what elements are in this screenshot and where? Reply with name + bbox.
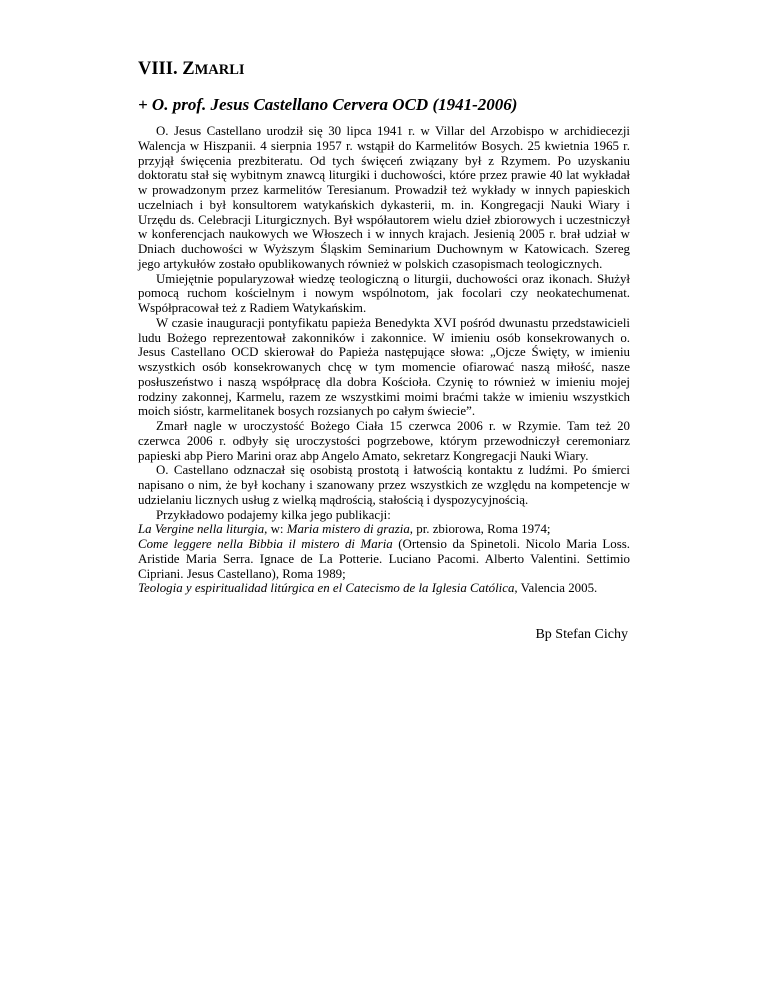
- paragraph: Umiejętnie popularyzował wiedzę teologiczną o liturgii, duchowości oraz ikonach. Służył pomocą ruchom kościelnym i nowym wspólnotom, jak focolari czy neokatechumenat. Współpracował też z Radiem Watykańskim.: [138, 271, 630, 315]
- section-heading: VIII. ZMARLI: [138, 59, 245, 79]
- paragraph: Przykładowo podajemy kilka jego publikacji:: [156, 507, 391, 522]
- paragraph: W czasie inauguracji pontyfikatu papieża Benedykta XVI pośród dwunastu przedstawicieli ludu Bożego reprezentował zakonników i zakonnice. W imieniu osób konsekrowanych o. Jesus Castellano OCD skierował do Papieża następujące słowa: „Ojcze Święty, w imieniu wszystkich osób konsekrowanych chcę w tym momencie ofiarować naszą miłość, nasze posłuszeństwo i naszą współpracę dla dobra Kościoła. Czynię to również w imieniu mojej rodziny zakonnej, Karmelu, razem ze wszystkimi moimi braćmi także w imieniu wszystkich moich sióstr, karmelitanek bosych rozsianych po całym świecie”.: [138, 315, 630, 419]
- publication-entry: La Vergine nella liturgia, w: Maria mistero di grazia, pr. zbiorowa, Roma 1974;: [138, 522, 551, 537]
- publication-entry: Teologia y espiritualidad litúrgica en el Catecismo de la Iglesia Católica, Valencia 2005.: [138, 581, 598, 596]
- publication-entry: Come leggere nella Bibbia il mistero di Maria (Ortensio da Spinetoli. Nicolo Maria Loss. Aristide Maria Serra. Ignace de La Potterie. Luciano Pacomi. Alberto Valentini. Settimio Cipriani. Jesus Castellano), Roma 1989;: [138, 537, 630, 581]
- paragraph: O. Castellano odznaczał się osobistą prostotą i łatwością kontaktu z ludźmi. Po śmierci napisano o nim, że był kochany i szanowany przez wszystkich ze względu na kompetencje w udzielaniu licznych usług z wielką mądrością, stałością i dyspozycyjnością.: [138, 463, 630, 507]
- obituary-body: [138, 124, 630, 596]
- document-page: [138, 58, 630, 643]
- obituary-title: + O. prof. Jesus Castellano Cervera OCD (1941-2006): [138, 95, 518, 114]
- paragraph: Zmarł nagle w uroczystość Bożego Ciała 15 czerwca 2006 r. w Rzymie. Tam też 20 czerwca 2006 r. odbyły się uroczystości pogrzebowe, którym przewodniczył ceremoniarz papieski abp Piero Marini oraz abp Angelo Amato, sekretarz Kongregacji Nauki Wiary.: [138, 419, 630, 463]
- paragraph: O. Jesus Castellano urodził się 30 lipca 1941 r. w Villar del Arzobispo w archidiecezji Walencja w Hiszpanii. 4 sierpnia 1957 r. wstąpił do Karmelitów Bosych. 25 kwietnia 1965 r. przyjął święcenia prezbiteratu. Od tych święceń związany był z Rzymem. Po uzyskaniu doktoratu stał się wybitnym znawcą liturgiki i duchowości, które przez prawie 40 lat wykładał w prowadzonym przez karmelitów Teresianum. Prowadził też wykłady w innych papieskich uczelniach i był konsultorem watykańskich dykasterii, m. in. Kongregacji Nauki Wiary i Urzędu ds. Celebracji Liturgicznych. Był współautorem wielu dzieł zbiorowych i uczestniczył w konferencjach naukowych we Włoszech i w innych krajach. Jesienią 2005 r. brał udział w Dniach duchowości w Wyższym Śląskim Seminarium Duchownym w Katowicach. Szereg jego artykułów zostało opublikowanych również w polskich czasopismach teologicznych.: [138, 124, 630, 271]
- author-signature: Bp Stefan Cichy: [535, 627, 628, 642]
